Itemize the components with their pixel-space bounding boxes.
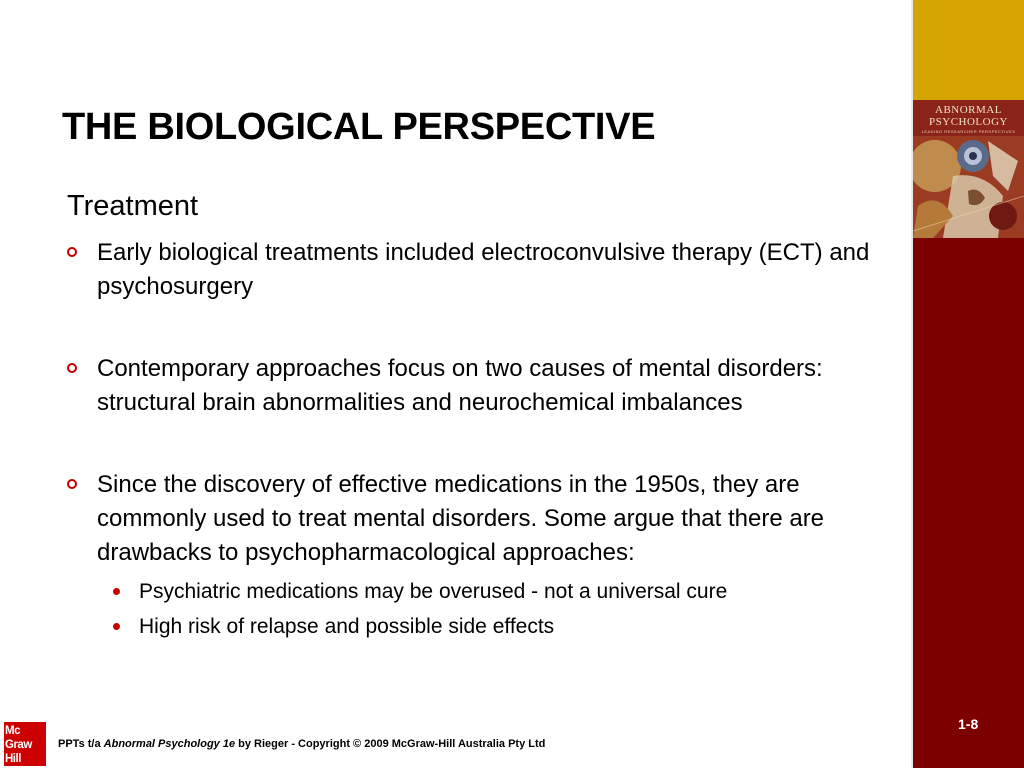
- book-cover-artwork: [913, 136, 1024, 238]
- bullet-list: [97, 236, 887, 644]
- footer-suffix: by Rieger - Copyright © 2009 McGraw-Hill Australia Pty Ltd: [235, 738, 546, 750]
- bullet-text: Early biological treatments included electroconvulsive therapy (ECT) and psychosurgery: [97, 239, 870, 300]
- slide-subheading: Treatment: [67, 190, 199, 222]
- page-number: 1-8: [958, 716, 979, 732]
- footer-copyright: [58, 738, 545, 750]
- footer-prefix: PPTs t/a: [58, 738, 104, 750]
- logo-line1: Mc: [5, 725, 20, 737]
- mcgraw-hill-logo: [4, 722, 46, 766]
- bullet-item: [97, 468, 887, 644]
- sub-bullet-item: [97, 609, 887, 644]
- logo-line3: Hill: [5, 753, 21, 765]
- book-cover-subtitle: LEADING RESEARCHER PERSPECTIVES: [921, 129, 1016, 134]
- slide-title: THE BIOLOGICAL PERSPECTIVE: [62, 106, 656, 148]
- ring-bullet-icon: [67, 247, 77, 257]
- bullet-item: [97, 236, 887, 304]
- bullet-item: [97, 352, 887, 420]
- book-cover-title-line1: ABNORMAL: [935, 104, 1002, 116]
- logo-line2: Graw: [5, 739, 32, 751]
- sidebar-gold-band: [913, 0, 1024, 100]
- sub-bullet-item: [97, 574, 887, 609]
- book-cover-title: [913, 104, 1024, 128]
- book-cover-image: [913, 100, 1024, 238]
- dot-bullet-icon: [113, 588, 120, 595]
- ring-bullet-icon: [67, 363, 77, 373]
- bullet-text: Since the discovery of effective medications in the 1950s, they are commonly used to treat mental disorders. Some argue that there are drawbacks to psychopharmacological approaches:: [97, 471, 825, 566]
- sub-bullet-text: Psychiatric medications may be overused - not a universal cure: [139, 580, 728, 603]
- bullet-text: Contemporary approaches focus on two causes of mental disorders: structural brain abnormalities and neurochemical imbalances: [97, 355, 823, 416]
- footer-book-title: Abnormal Psychology 1e: [103, 738, 236, 750]
- book-cover-title-line2: PSYCHOLOGY: [929, 116, 1008, 128]
- sub-bullet-list: [97, 574, 887, 644]
- sub-bullet-text: High risk of relapse and possible side effects: [139, 615, 555, 638]
- ring-bullet-icon: [67, 479, 77, 489]
- dot-bullet-icon: [113, 623, 120, 630]
